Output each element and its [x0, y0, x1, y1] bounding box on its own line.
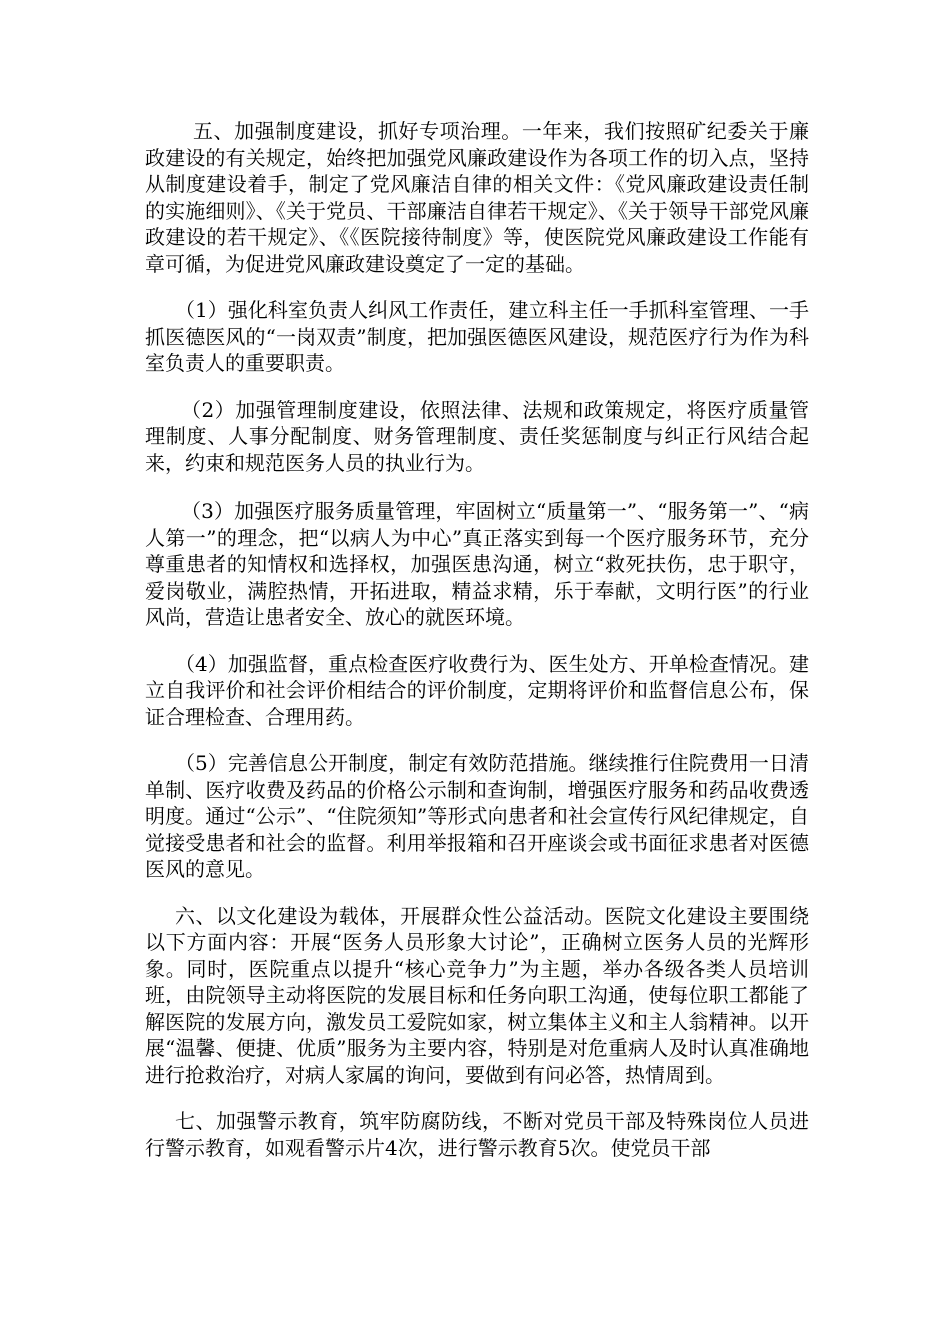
paragraph-section-5: 五、加强制度建设，抓好专项治理。一年来，我们按照矿纪委关于廉政建设的有关规定，始终把加强党风廉政建设作为各项工作的切入点，坚持从制度建设着手，制定了党风廉洁自律的相关文件：《党风廉政建设责任制的实施细则》、《关于党员、干部廉洁自律若干规定》、《关于领导干部党风廉政建设的若干规定》、《《医院接待制度》等，使医院党风廉政建设工作能有章可循，为促进党风廉政建设奠定了一定的基础。	[145, 119, 809, 276]
paragraph-item-4: （4）加强监督，重点检查医疗收费行为、医生处方、开单检查情况。建立自我评价和社会评价相结合的评价制度，定期将评价和监督信息公布，保证合理检查、合理用药。	[145, 651, 809, 729]
paragraph-section-6: 六、以文化建设为载体，开展群众性公益活动。医院文化建设主要围绕以下方面内容：开展“医务人员形象大讨论”，正确树立医务人员的光辉形象。同时，医院重点以提升“核心竞争力”为主题，举办各级各类人员培训班，由院领导主动将医院的发展目标和任务向职工沟通，使每位职工都能了解医院的发展方向，激发员工爱院如家，树立集体主义和主人翁精神。以开展“温馨、便捷、优质”服务为主要内容，特别是对危重病人及时认真准确地进行抢救治疗，对病人家属的询问，要做到有问必答，热情周到。	[145, 903, 809, 1087]
paragraph-item-2: （2）加强管理制度建设，依照法律、法规和政策规定，将医疗质量管理制度、人事分配制度、财务管理制度、责任奖惩制度与纠正行风结合起来，约束和规范医务人员的执业行为。	[145, 397, 809, 475]
paragraph-item-1: （1）强化科室负责人纠风工作责任，建立科主任一手抓科室管理、一手抓医德医风的“一岗双责”制度，把加强医德医风建设，规范医疗行为作为科室负责人的重要职责。	[145, 298, 809, 375]
paragraph-item-3: （3）加强医疗服务质量管理，牢固树立“质量第一”、“服务第一”、“病人第一”的理念，把“以病人为中心”真正落实到每一个医疗服务环节，充分尊重患者的知情权和选择权，加强医患沟通，树立“救死扶伤，忠于职守，爱岗敬业，满腔热情，开拓进取，精益求精，乐于奉献，文明行医”的行业风尚，营造让患者安全、放心的就医环境。	[145, 499, 809, 629]
paragraph-item-5: （5）完善信息公开制度，制定有效防范措施。继续推行住院费用一日清单制、医疗收费及药品的价格公示制和查询制，增强医疗服务和药品收费透明度。通过“公示”、“住院须知”等形式向患者和社会宣传行风纪律规定，自觉接受患者和社会的监督。利用举报箱和召开座谈会或书面征求患者对医德医风的意见。	[145, 751, 809, 881]
paragraph-section-7: 七、加强警示教育，筑牢防腐防线，不断对党员干部及特殊岗位人员进行警示教育，如观看警示片4次，进行警示教育5次。使党员干部	[145, 1109, 809, 1160]
document-page	[145, 118, 809, 1161]
